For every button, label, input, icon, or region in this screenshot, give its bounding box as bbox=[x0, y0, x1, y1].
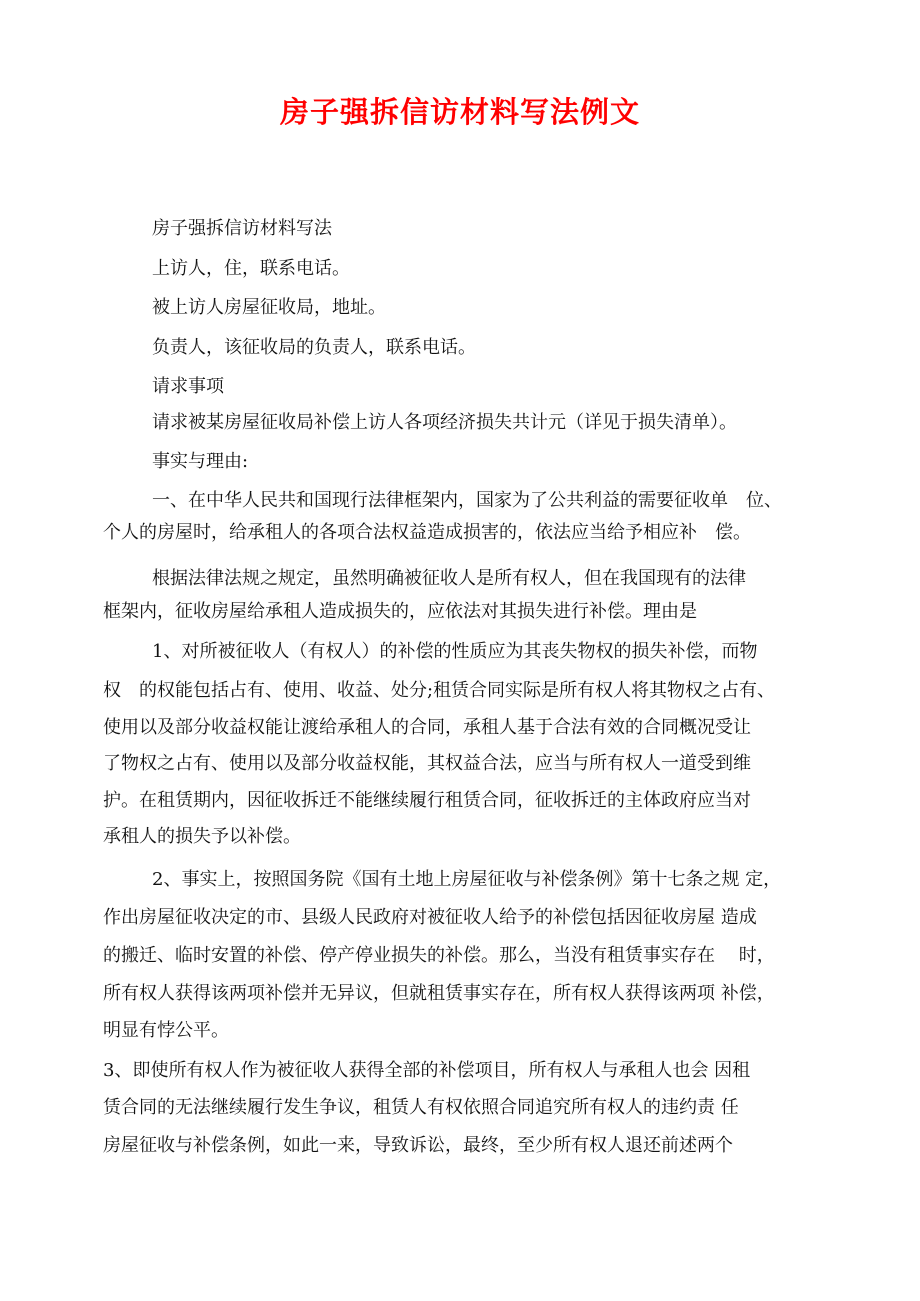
paragraph-line: 的搬迁、临时安置的补偿、停产停业损失的补偿。那么，当没有租赁事实存在 时， bbox=[103, 945, 775, 966]
respondent-line: 被上访人房屋征收局，地址。 bbox=[152, 297, 386, 318]
request-line: 请求被某房屋征收局补偿上访人各项经济损失共计元（详见于损失清单）。 bbox=[152, 412, 737, 433]
paragraph-line: 房屋征收与补偿条例，如此一来，导致诉讼，最终，至少所有权人退还前述两个 bbox=[103, 1135, 733, 1156]
paragraph-line: 承租人的损失予以补偿。 bbox=[103, 826, 301, 847]
paragraph-line: 根据法律法规之规定，虽然明确被征收人是所有权人，但在我国现有的法律 bbox=[152, 568, 746, 589]
paragraph-line: 所有权人获得该两项补偿并无异议，但就租赁事实存在，所有权人获得该两项 补偿， bbox=[103, 983, 775, 1004]
paragraph-line: 明显有悖公平。 bbox=[103, 1020, 229, 1041]
paragraph-line: 护。在租赁期内，因征收拆迁不能继续履行租赁合同，征收拆迁的主体政府应当对 bbox=[103, 790, 751, 811]
responsible-person-line: 负责人，该征收局的负责人，联系电话。 bbox=[152, 337, 476, 358]
paragraph-line: 1、对所被征收人（有权人）的补偿的性质应为其丧失物权的损失补偿，而物 bbox=[152, 641, 758, 662]
document-title: 房子强拆信访材料写法例文 bbox=[279, 95, 640, 129]
request-heading: 请求事项 bbox=[152, 376, 224, 397]
paragraph-line: 权 的权能包括占有、使用、收益、处分;租赁合同实际是所有权人将其物权之占有、 bbox=[103, 680, 776, 701]
paragraph-line: 框架内，征收房屋给承租人造成损失的，应依法对其损失进行补偿。理由是 bbox=[103, 601, 697, 622]
paragraph-line: 赁合同的无法继续履行发生争议，租赁人有权依照合同追究所有权人的违约责 任 bbox=[103, 1097, 739, 1118]
subtitle-line: 房子强拆信访材料写法 bbox=[152, 218, 332, 239]
paragraph-line: 个人的房屋时，给承租人的各项合法权益造成损害的，依法应当给予相应补 偿。 bbox=[103, 522, 751, 543]
paragraph-line: 作出房屋征收决定的市、县级人民政府对被征收人给予的补偿包括因征收房屋 造成 bbox=[103, 907, 757, 928]
petitioner-line: 上访人，住，联系电话。 bbox=[152, 258, 350, 279]
paragraph-line: 2、事实上，按照国务院《国有土地上房屋征收与补偿条例》第十七条之规 定， bbox=[152, 869, 782, 890]
paragraph-line: 了物权之占有、使用以及部分收益权能，其权益合法，应当与所有权人一道受到维 bbox=[103, 753, 751, 774]
paragraph-line: 使用以及部分收益权能让渡给承租人的合同，承租人基于合法有效的合同概况受让 bbox=[103, 717, 751, 738]
paragraph-line: 一、在中华人民共和国现行法律框架内，国家为了公共利益的需要征收单 位、 bbox=[152, 490, 782, 511]
paragraph-line: 3、即使所有权人作为被征收人获得全部的补偿项目，所有权人与承租人也会 因租 bbox=[103, 1060, 751, 1081]
facts-heading: 事实与理由: bbox=[152, 451, 249, 472]
